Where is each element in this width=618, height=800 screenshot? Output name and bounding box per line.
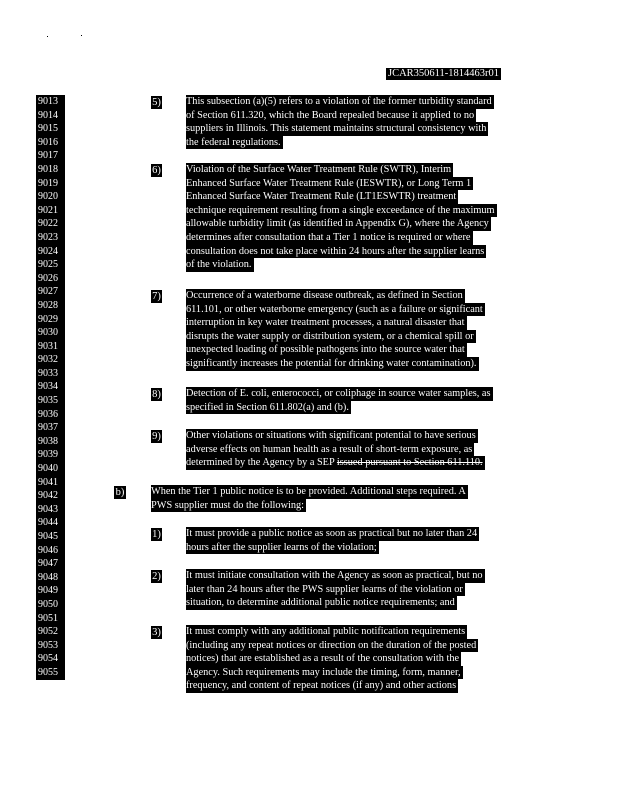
line-number: 9037 bbox=[38, 422, 58, 434]
item-label-b3: 3) bbox=[152, 627, 161, 638]
item-b2-text bbox=[186, 569, 485, 610]
text-line: Occurrence of a waterborne disease outbreak, as defined in Section bbox=[186, 290, 463, 301]
item-label-9: 9) bbox=[152, 431, 161, 442]
text-line: interruption in key water treatment processes, a natural disaster that bbox=[186, 317, 465, 329]
line-number: 9024 bbox=[38, 245, 58, 257]
text-line: It must comply with any additional public notification requirements bbox=[186, 626, 466, 637]
line-number: 9052 bbox=[38, 626, 58, 638]
line-number: 9033 bbox=[38, 367, 58, 379]
line-number: 9021 bbox=[38, 204, 58, 216]
line-number: 9028 bbox=[38, 299, 58, 311]
text-line: Detection of E. coli, enterococci, or coliphage in source water samples, as bbox=[186, 388, 491, 399]
item-label-7: 7) bbox=[152, 291, 161, 302]
item-label-b2: 2) bbox=[152, 571, 161, 582]
item-7-text bbox=[186, 289, 485, 371]
line-number: 9055 bbox=[38, 666, 58, 678]
line-number: 9023 bbox=[38, 231, 58, 243]
line-number: 9042 bbox=[38, 490, 58, 502]
line-number: 9031 bbox=[38, 340, 58, 352]
text-line: disrupts the water supply or distribution system, or a chemical spill or bbox=[186, 330, 474, 342]
text-line: suppliers in Illinois. This statement maintains structural consistency with bbox=[186, 123, 487, 135]
text-line: This subsection (a)(5) refers to a violation of the former turbidity standard bbox=[186, 96, 492, 107]
line-number: 9043 bbox=[38, 503, 58, 515]
line-number: 9035 bbox=[38, 395, 58, 407]
text-line: specified in Section 611.802(a) and (b). bbox=[186, 401, 349, 413]
text-line: unexpected loading of possible pathogens into the source water that bbox=[186, 344, 465, 356]
text-line: situation, to determine additional public notice requirements; and bbox=[186, 597, 455, 609]
line-number: 9025 bbox=[38, 259, 58, 271]
item-9-line-3-text: determined by the Agency by a SEP bbox=[186, 457, 337, 469]
text-line: Violation of the Surface Water Treatment Rule (SWTR), Interim bbox=[186, 164, 452, 175]
text-line: later than 24 hours after the PWS supplier learns of the violation or bbox=[186, 583, 463, 595]
text-line: of Section 611.320, which the Board repealed because it applied to no bbox=[186, 109, 475, 121]
line-number-column bbox=[36, 95, 65, 680]
line-number: 9049 bbox=[38, 585, 58, 597]
text-line: consultation does not take place within 24 hours after the supplier learns bbox=[186, 245, 485, 257]
text-line: hours after the supplier learns of the violation; bbox=[186, 541, 377, 553]
document-id-header: JCAR350611-1814463r01 bbox=[388, 68, 500, 79]
item-8-text bbox=[186, 387, 493, 414]
scan-speck bbox=[81, 35, 82, 36]
line-number: 9015 bbox=[38, 123, 58, 135]
item-label-5: 5) bbox=[152, 97, 161, 108]
line-number: 9053 bbox=[38, 639, 58, 651]
text-line: When the Tier 1 public notice is to be provided. Additional steps required. A bbox=[151, 486, 466, 497]
text-line: the federal regulations. bbox=[186, 136, 281, 148]
text-line: frequency, and content of repeat notices (if any) and other actions bbox=[186, 680, 457, 692]
item-label-b1: 1) bbox=[152, 529, 161, 540]
text-line: determines after consultation that a Tier 1 notice is required or where bbox=[186, 231, 471, 243]
line-number: 9047 bbox=[38, 558, 58, 570]
line-number: 9018 bbox=[38, 163, 58, 175]
text-line: It must initiate consultation with the Agency as soon as practical, but no bbox=[186, 570, 483, 581]
item-label-6: 6) bbox=[152, 165, 161, 176]
line-number: 9036 bbox=[38, 408, 58, 420]
item-label-8: 8) bbox=[152, 389, 161, 400]
item-b3-text bbox=[186, 625, 478, 693]
line-number: 9050 bbox=[38, 598, 58, 610]
text-line: technique requirement resulting from a single exceedance of the maximum bbox=[186, 204, 495, 216]
line-number: 9051 bbox=[38, 612, 58, 624]
line-number: 9034 bbox=[38, 381, 58, 393]
item-b1-text bbox=[186, 527, 479, 554]
item-9-line-3 bbox=[186, 456, 485, 470]
subsection-b-text bbox=[151, 485, 468, 512]
line-number: 9046 bbox=[38, 544, 58, 556]
line-number: 9027 bbox=[38, 286, 58, 298]
text-line: of the violation. bbox=[186, 259, 252, 271]
line-number: 9039 bbox=[38, 449, 58, 461]
item-9-line-1: Other violations or situations with significant potential to have serious bbox=[186, 430, 476, 441]
line-number: 9017 bbox=[38, 150, 58, 162]
text-line: significantly increases the potential for drinking water contamination). bbox=[186, 357, 477, 369]
item-6-text bbox=[186, 163, 497, 272]
line-number: 9045 bbox=[38, 531, 58, 542]
line-number: 9038 bbox=[38, 435, 58, 447]
text-line: Agency. Such requirements may include the timing, form, manner, bbox=[186, 666, 461, 678]
line-number: 9026 bbox=[38, 272, 58, 284]
line-number: 9054 bbox=[38, 653, 58, 665]
text-line: Enhanced Surface Water Treatment Rule (IESWTR), or Long Term 1 bbox=[186, 177, 472, 189]
scan-speck bbox=[47, 36, 48, 37]
line-number: 9044 bbox=[38, 517, 58, 529]
line-number: 9041 bbox=[38, 476, 58, 488]
text-line: (including any repeat notices or direction on the duration of the posted bbox=[186, 639, 477, 651]
text-line: Enhanced Surface Water Treatment Rule (LT1ESWTR) treatment bbox=[186, 191, 457, 203]
line-number: 9032 bbox=[38, 354, 58, 366]
item-9-line-2: adverse effects on human health as a result of short-term exposure, as bbox=[186, 443, 473, 455]
line-number: 9040 bbox=[38, 463, 58, 475]
item-9-struck-text: issued pursuant to Section 611.110. bbox=[336, 457, 483, 469]
line-number: 9013 bbox=[38, 96, 58, 107]
line-number: 9048 bbox=[38, 571, 58, 583]
line-number: 9022 bbox=[38, 218, 58, 230]
line-number: 9014 bbox=[38, 109, 58, 121]
text-line: 611.101, or other waterborne emergency (such as a failure or significant bbox=[186, 303, 483, 315]
item-5-text bbox=[186, 95, 494, 149]
text-line: PWS supplier must do the following: bbox=[151, 499, 305, 511]
text-line: It must provide a public notice as soon as practical but no later than 24 bbox=[186, 528, 478, 539]
line-number: 9019 bbox=[38, 177, 58, 189]
item-9-text bbox=[186, 429, 485, 470]
line-number: 9016 bbox=[38, 136, 58, 148]
text-line: allowable turbidity limit (as identified in Appendix G), where the Agency bbox=[186, 218, 489, 230]
text-line: notices) that are established as a result of the consultation with the bbox=[186, 653, 460, 665]
line-number: 9020 bbox=[38, 191, 58, 203]
line-number: 9030 bbox=[38, 327, 58, 339]
line-number: 9029 bbox=[38, 313, 58, 325]
subsection-label-b: b) bbox=[115, 487, 125, 498]
